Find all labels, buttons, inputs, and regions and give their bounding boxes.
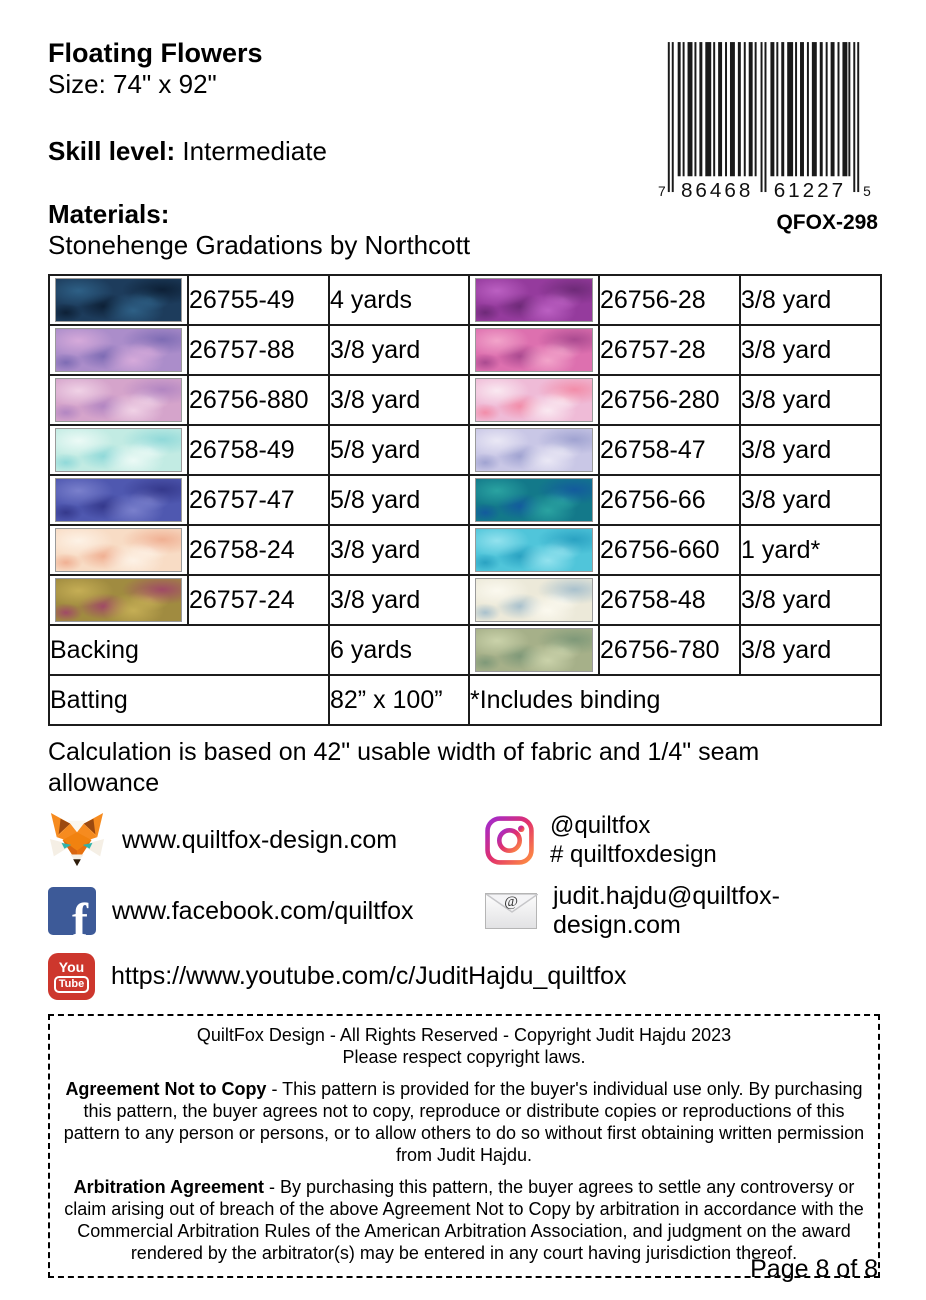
fabric-swatch xyxy=(55,278,182,322)
fabric-sku: 26756-660 xyxy=(599,525,740,575)
copyright-box xyxy=(48,1014,880,1278)
fabric-sku: 26757-88 xyxy=(188,325,329,375)
fabric-swatch xyxy=(475,578,593,622)
youtube-icon xyxy=(48,953,95,1000)
materials-table xyxy=(48,274,882,726)
swatch-cell xyxy=(469,425,599,475)
fabric-sku: 26758-49 xyxy=(188,425,329,475)
fabric-yardage: 3/8 yard xyxy=(740,375,881,425)
agreement-not-to-copy xyxy=(60,1078,868,1166)
swatch-cell xyxy=(469,375,599,425)
swatch-cell xyxy=(469,575,599,625)
fabric-swatch xyxy=(475,628,593,672)
email-address: judit.hajdu@quiltfox-design.com xyxy=(553,882,780,939)
fabric-yardage: 5/8 yard xyxy=(329,475,469,525)
arbitration-agreement xyxy=(60,1176,868,1264)
youtube-you-text: You xyxy=(58,959,85,975)
quilt-size: Size: 74" x 92" xyxy=(48,69,217,99)
fabric-yardage: 5/8 yard xyxy=(329,425,469,475)
fabric-swatch xyxy=(475,428,593,472)
contact-links xyxy=(48,811,880,1000)
swatch-cell xyxy=(469,325,599,375)
table-row xyxy=(49,575,881,625)
fabric-sku: 26757-24 xyxy=(188,575,329,625)
fabric-yardage: 3/8 yard xyxy=(740,475,881,525)
instagram-hashtag: # quiltfoxdesign xyxy=(550,841,717,868)
fabric-sku: 26756-28 xyxy=(599,275,740,325)
instagram-link xyxy=(485,811,880,869)
fabric-yardage: 3/8 yard xyxy=(740,425,881,475)
fabric-yardage: 3/8 yard xyxy=(740,325,881,375)
facebook-icon xyxy=(48,887,96,935)
website-link xyxy=(48,812,485,868)
swatch-cell xyxy=(49,525,188,575)
backing-label: Backing xyxy=(49,625,329,675)
materials-collection: Stonehenge Gradations by Northcott xyxy=(48,230,471,260)
batting-size: 82” x 100” xyxy=(329,675,469,725)
barcode-block xyxy=(654,42,880,235)
swatch-cell xyxy=(49,575,188,625)
fabric-yardage: 3/8 yard xyxy=(329,575,469,625)
skill-level-value: Intermediate xyxy=(175,136,327,166)
swatch-cell xyxy=(469,525,599,575)
fabric-sku: 26756-280 xyxy=(599,375,740,425)
fabric-sku: 26758-48 xyxy=(599,575,740,625)
swatch-cell xyxy=(49,375,188,425)
barcode-digit-left: 7 xyxy=(657,182,666,199)
batting-label: Batting xyxy=(49,675,329,725)
facebook-f-letter: f xyxy=(72,894,88,935)
instagram-handle: @quiltfox xyxy=(550,812,651,839)
table-row xyxy=(49,475,881,525)
skill-level-label: Skill level: xyxy=(48,136,176,166)
backing-yardage: 6 yards xyxy=(329,625,469,675)
instagram-icon xyxy=(485,816,534,865)
fabric-swatch xyxy=(475,528,593,572)
table-row xyxy=(49,375,881,425)
page-title: Floating Flowers xyxy=(48,38,263,68)
fabric-sku: 26756-880 xyxy=(188,375,329,425)
fabric-swatch xyxy=(475,278,593,322)
fabric-sku: 26756-780 xyxy=(599,625,740,675)
arbitration-heading: Arbitration Agreement xyxy=(73,1177,265,1197)
materials-heading: Materials: xyxy=(48,199,170,229)
fabric-yardage: 3/8 yard xyxy=(329,525,469,575)
fabric-yardage: 3/8 yard xyxy=(329,325,469,375)
swatch-cell xyxy=(49,475,188,525)
swatch-cell xyxy=(469,275,599,325)
pattern-sku: QFOX-298 xyxy=(776,211,878,234)
fabric-sku: 26755-49 xyxy=(188,275,329,325)
barcode-digits-group2: 61227 xyxy=(773,178,847,202)
table-row-backing xyxy=(49,625,881,675)
fabric-swatch xyxy=(475,478,593,522)
fabric-swatch xyxy=(475,328,593,372)
fabric-yardage: 3/8 yard xyxy=(740,275,881,325)
barcode-digits-group1: 86468 xyxy=(680,178,754,202)
fabric-swatch xyxy=(55,528,182,572)
agreement-heading: Agreement Not to Copy xyxy=(65,1079,267,1099)
youtube-url: https://www.youtube.com/c/JuditHajdu_quiltfox xyxy=(111,962,627,990)
fabric-swatch xyxy=(55,428,182,472)
includes-binding-note: *Includes binding xyxy=(469,675,881,725)
copyright-line-1: QuiltFox Design - All Rights Reserved - Copyright Judit Hajdu 2023 xyxy=(196,1025,732,1045)
calculation-note: Calculation is based on 42" usable width of fabric and 1/4" seam allowance xyxy=(48,738,760,797)
barcode-digit-right: 5 xyxy=(863,182,871,199)
table-row-batting xyxy=(49,675,881,725)
fabric-yardage: 1 yard* xyxy=(740,525,881,575)
fabric-sku: 26757-28 xyxy=(599,325,740,375)
fabric-swatch xyxy=(55,578,182,622)
facebook-url: www.facebook.com/quiltfox xyxy=(112,896,414,925)
fabric-yardage: 3/8 yard xyxy=(740,575,881,625)
copyright-line-2: Please respect copyright laws. xyxy=(342,1047,586,1067)
fabric-swatch xyxy=(55,328,182,372)
swatch-cell xyxy=(469,475,599,525)
fox-logo-icon xyxy=(48,812,106,868)
fabric-swatch xyxy=(475,378,593,422)
swatch-cell xyxy=(49,425,188,475)
fabric-swatch xyxy=(55,378,182,422)
fabric-sku: 26757-47 xyxy=(188,475,329,525)
table-row xyxy=(49,425,881,475)
upc-barcode xyxy=(654,42,875,202)
page-number: Page 8 of 8 xyxy=(750,1255,878,1283)
email-icon xyxy=(485,893,537,929)
table-row xyxy=(49,275,881,325)
swatch-cell xyxy=(49,275,188,325)
website-url: www.quiltfox-design.com xyxy=(122,825,398,854)
swatch-cell xyxy=(469,625,599,675)
fabric-sku: 26756-66 xyxy=(599,475,740,525)
fabric-yardage: 4 yards xyxy=(329,275,469,325)
swatch-cell xyxy=(49,325,188,375)
facebook-link xyxy=(48,887,485,935)
fabric-swatch xyxy=(55,478,182,522)
arbitration-text: - By purchasing this pattern, the buyer agrees to settle any controversy or claim arising out of breach of the above Agreement Not to Copy by arbitration in accordance with the Commercial Arbitration Rules of the American Arbitration Association, and judgment on the award rendered by the arbitrator(s) may be entered in any court having jurisdiction thereof. xyxy=(64,1177,864,1263)
email-at-glyph: @ xyxy=(504,894,518,910)
fabric-yardage: 3/8 yard xyxy=(329,375,469,425)
fabric-sku: 26758-47 xyxy=(599,425,740,475)
youtube-tube-text: Tube xyxy=(54,976,89,993)
table-row xyxy=(49,525,881,575)
fabric-sku: 26758-24 xyxy=(188,525,329,575)
email-link xyxy=(485,882,880,940)
table-row xyxy=(49,325,881,375)
fabric-yardage: 3/8 yard xyxy=(740,625,881,675)
youtube-link xyxy=(48,953,627,1000)
agreement-text: - This pattern is provided for the buyer's individual use only. By purchasing this pattern, the buyer agrees not to copy, reproduce or distribute copies or reproductions of this pattern to any person or persons, or to allow others to do so without first obtaining written permission from Judit Hajdu. xyxy=(63,1079,865,1165)
